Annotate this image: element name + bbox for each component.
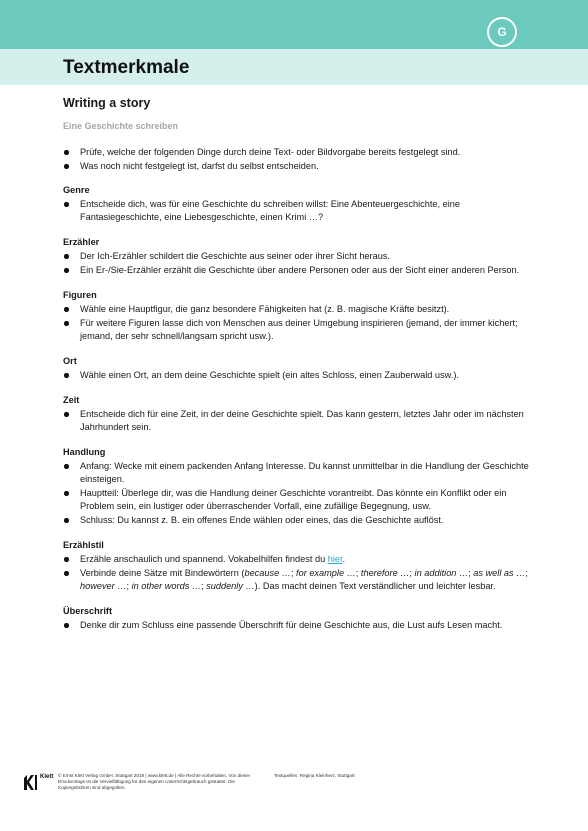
section-heading: Zeit — [63, 395, 80, 405]
worksheet-content — [63, 97, 533, 644]
separator: ; — [409, 568, 415, 578]
section-handlung — [63, 446, 533, 527]
copyright-notice: © Ernst Klett Verlag GmbH, Stuttgart 2019 | www.klett.de | Alle Rechte vorbehalten. Von dieser Druckvorlage ist die Vervielfältigung für den eigenen Unterrichtsgebrauch gestattet. Die Kopiergebühren sind abgegolten. — [58, 773, 251, 790]
list-item: Entscheide dich für eine Zeit, in der deine Geschichte spielt. Das kann gestern, letztes Jahr oder im nächsten Jahrhundert sein. — [63, 408, 533, 434]
section-heading: Erzähler — [63, 237, 100, 247]
connector-example: in addition … — [414, 568, 469, 578]
separator: ; — [126, 581, 132, 591]
section-erzaehlstil — [63, 539, 533, 593]
section-heading: Handlung — [63, 447, 106, 457]
logo-wordmark: Klett — [40, 774, 54, 780]
intro-section — [63, 146, 533, 173]
section-heading: Figuren — [63, 290, 97, 300]
connector-example: for example … — [296, 568, 356, 578]
section-heading: Überschrift — [63, 606, 113, 616]
connector-example: however … — [80, 581, 127, 591]
list-item — [63, 553, 533, 566]
list-item: Ein Er-/Sie-Erzähler erzählt die Geschichte über andere Personen oder aus der Sicht einer anderen Person. — [63, 264, 533, 277]
klett-logo-icon — [22, 772, 38, 792]
item-text-end: ). Das macht deinen Text verständlicher und leichter lesbar. — [254, 581, 496, 591]
item-text: Verbinde deine Sätze mit Bindewörtern ( — [80, 568, 245, 578]
list-item — [63, 567, 533, 593]
vocabulary-link[interactable]: hier — [327, 554, 343, 564]
separator: ; — [525, 568, 528, 578]
section-heading: Ort — [63, 356, 77, 366]
item-text-end: . — [342, 554, 346, 564]
list-item: Wähle eine Hauptfigur, die ganz besondere Fähigkeiten hat (z. B. magische Kräfte besitzt). — [63, 303, 533, 316]
section-ort — [63, 355, 533, 382]
header-bar — [0, 0, 588, 49]
section-zeit — [63, 394, 533, 434]
connector-example: suddenly … — [206, 581, 255, 591]
list-item: Prüfe, welche der folgenden Dinge durch deine Text- oder Bildvorgabe bereits festgelegt sind. — [63, 146, 533, 159]
level-badge: G — [487, 17, 517, 47]
section-erzaehler — [63, 236, 533, 277]
list-item: Schluss: Du kannst z. B. ein offenes Ende wählen oder eines, das die Geschichte auflöst. — [63, 514, 533, 527]
separator: ; — [355, 568, 361, 578]
list-item: Hauptteil: Überlege dir, was die Handlung deiner Geschichte vorantreibt. Das könnte ein Konflikt oder ein Problem sein, ein lustiger oder überraschender Vorfall, eine zufällige Begegnung, usw. — [63, 487, 533, 513]
separator: ; — [201, 581, 207, 591]
section-ueberschrift — [63, 605, 533, 632]
list-item: Entscheide dich, was für eine Geschichte du schreiben willst: Eine Abenteuergeschichte, eine Fantasiegeschichte, eine Liebesgeschichte, einen Krimi …? — [63, 198, 533, 224]
separator: ; — [468, 568, 474, 578]
page-title: Textmerkmale — [63, 57, 190, 78]
list-item: Wähle einen Ort, an dem deine Geschichte spielt (ein altes Schloss, einen Zauberwald usw.). — [63, 369, 533, 382]
page-footer — [22, 770, 562, 800]
item-text: Erzähle anschaulich und spannend. Vokabelhilfen findest du — [80, 554, 328, 564]
list-item: Der Ich-Erzähler schildert die Geschichte aus seiner oder ihrer Sicht heraus. — [63, 250, 533, 263]
list-item: Anfang: Wecke mit einem packenden Anfang Interesse. Du kannst unmittelbar in die Handlung der Geschichte einsteigen. — [63, 460, 533, 486]
connector-example: in other words … — [131, 581, 202, 591]
connector-example: therefore … — [360, 568, 410, 578]
connector-example: because … — [244, 568, 291, 578]
section-genre — [63, 184, 533, 224]
separator: ; — [290, 568, 297, 578]
worksheet-subtitle: Writing a story — [63, 96, 151, 110]
connector-example: as well as … — [473, 568, 526, 578]
worksheet-kicker: Eine Geschichte schreiben — [63, 121, 179, 131]
section-heading: Genre — [63, 185, 90, 195]
list-item: Was noch nicht festgelegt ist, darfst du selbst entscheiden. — [63, 160, 533, 173]
section-heading: Erzählstil — [63, 540, 104, 550]
text-sources: Textquellen: Regina Kleinherz, Stuttgart — [274, 773, 355, 778]
list-item: Für weitere Figuren lasse dich von Menschen aus deiner Umgebung inspirieren (jemand, der immer kichert; jemand, der sehr schnell/langsam spricht usw.). — [63, 317, 533, 343]
section-figuren — [63, 289, 533, 343]
list-item: Denke dir zum Schluss eine passende Überschrift für deine Geschichte aus, die Lust aufs Lesen macht. — [63, 619, 533, 632]
